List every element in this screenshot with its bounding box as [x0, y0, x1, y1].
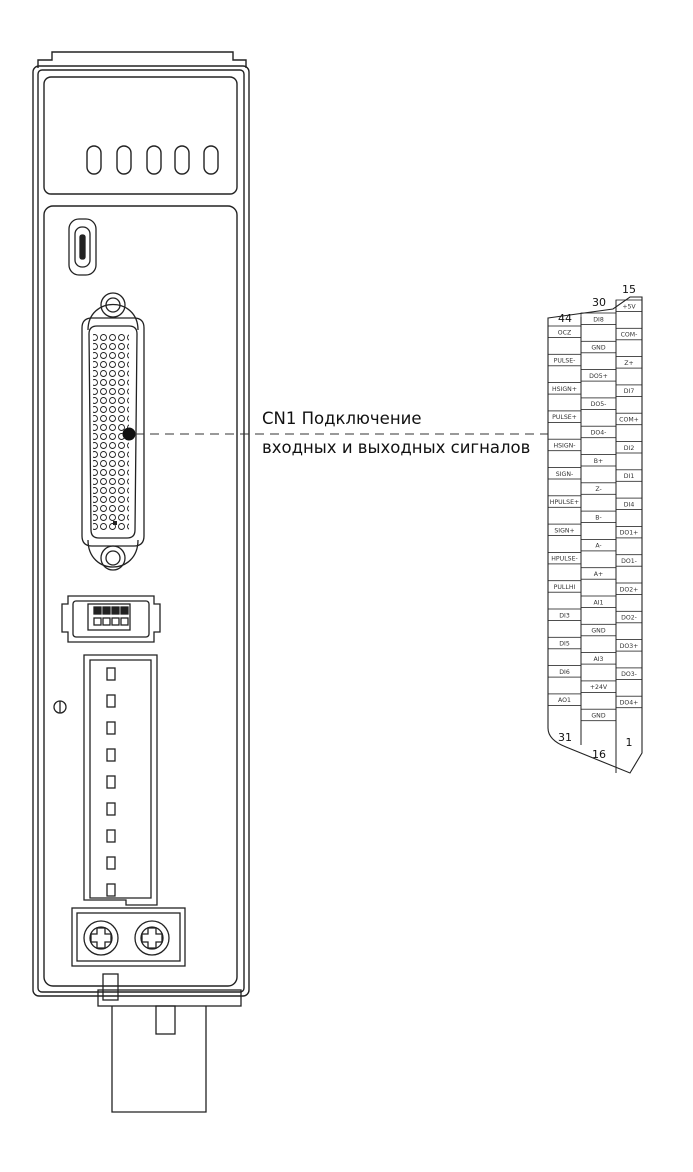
usb-c-port [69, 219, 96, 275]
pin-number-16: 16 [592, 748, 606, 761]
terminal-slots [107, 668, 115, 896]
pin-label: DO2- [621, 614, 637, 622]
pin-label: OCZ [557, 329, 572, 337]
pin-label: DI3 [559, 612, 570, 620]
pin-label: DO5- [590, 401, 607, 409]
pin-label: PULLHI [553, 583, 576, 591]
pin-label: HSIGN+ [551, 385, 578, 393]
pin-label: DO4+ [619, 699, 639, 707]
pin-label: B+ [593, 457, 604, 465]
pin-label: DI2 [623, 444, 635, 452]
pin-label: DI1 [623, 473, 635, 481]
pin-label: DI5 [559, 640, 570, 648]
pin-number-31: 31 [558, 731, 572, 744]
pin-label: AI3 [593, 655, 604, 663]
pin-label: DO2+ [619, 586, 639, 594]
pin-label: GND [591, 344, 606, 352]
pin-label: DO1+ [619, 529, 639, 537]
pin-label: DO1- [621, 557, 637, 565]
small-connector [62, 596, 160, 642]
display-digit [117, 146, 131, 174]
pin-label: SIGN+ [554, 527, 575, 535]
pin-label: HSIGN- [553, 442, 576, 450]
pin-label: HPULSE+ [549, 499, 580, 507]
pin-number-15: 15 [622, 283, 636, 296]
pin-number-44: 44 [558, 312, 572, 325]
power-terminal-block [54, 655, 185, 966]
callout-subtitle: входных и выходных сигналов [262, 438, 531, 457]
pinout-diagram [548, 283, 642, 773]
pin-label: AI1 [593, 599, 604, 607]
pin-label: COM+ [619, 416, 639, 424]
pin-label: DI6 [559, 668, 570, 676]
drive-body [33, 52, 249, 996]
pin-label: DI7 [623, 388, 635, 396]
display-digit [87, 146, 101, 174]
pin-label: PULSE+ [552, 414, 577, 422]
pin-label: GND [591, 627, 606, 635]
pin-label: DO4- [590, 429, 607, 437]
callout-dot [123, 428, 136, 441]
display-digit [147, 146, 161, 174]
pin-label: Z+ [624, 359, 634, 367]
pin-label: A+ [593, 570, 604, 578]
pin-label: DI8 [593, 316, 604, 324]
pin-label: DO3- [621, 671, 637, 679]
seven-segment-display [87, 146, 218, 174]
display-digit [175, 146, 189, 174]
pin-label: A- [595, 542, 602, 550]
pin-number-1: 1 [625, 736, 633, 749]
bottom-bracket [98, 974, 241, 1112]
pin-label: B- [595, 514, 602, 522]
pin-label: DO3+ [619, 642, 639, 650]
pin-label: COM- [620, 331, 638, 339]
pin-label: SIGN- [555, 470, 574, 478]
pin-label: DO5+ [589, 372, 608, 380]
pin-label: GND [591, 712, 606, 720]
pin-label: DI4 [623, 501, 635, 509]
pin-label: +5V [622, 303, 636, 311]
pin-label: HPULSE- [551, 555, 578, 563]
pin-label: +24V [589, 684, 608, 692]
display-panel [44, 77, 237, 194]
pin-label: PULSE- [553, 357, 576, 365]
display-digit [204, 146, 218, 174]
pin-label: AO1 [558, 697, 571, 705]
callout-title: CN1 Подключение [262, 409, 422, 428]
pin-label: Z- [595, 486, 602, 494]
pin-number-30: 30 [592, 296, 606, 309]
